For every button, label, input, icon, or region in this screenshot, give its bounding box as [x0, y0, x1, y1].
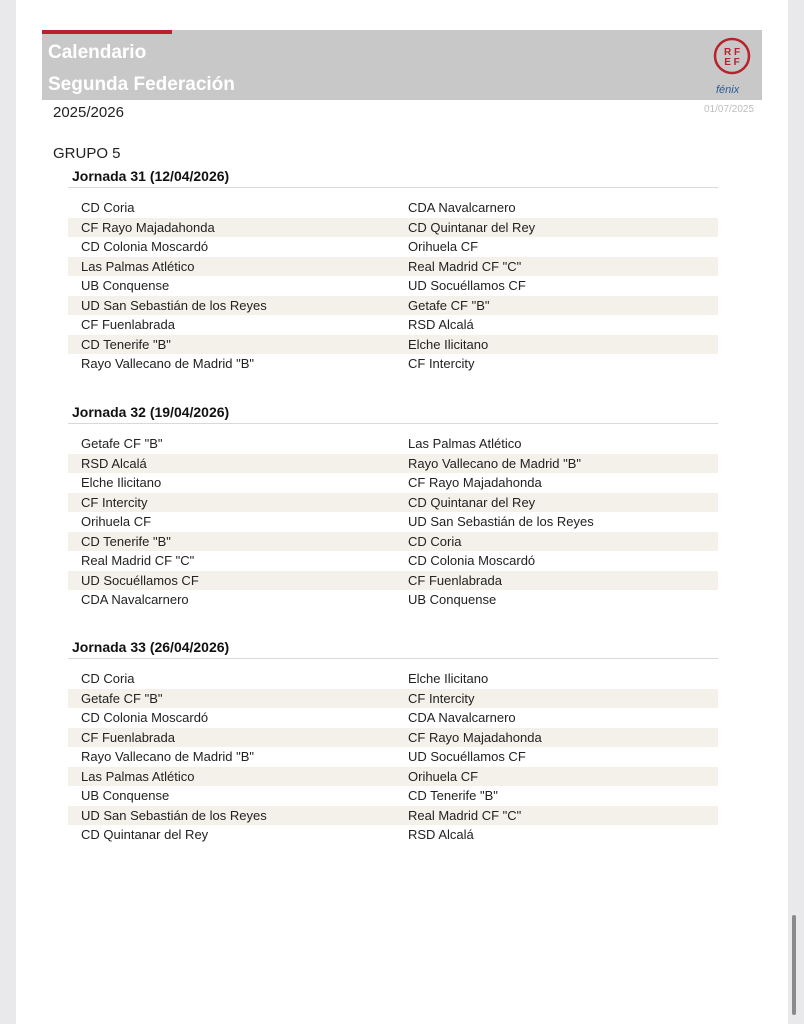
home-team: CD Coria — [81, 671, 135, 686]
match-row — [68, 218, 718, 238]
away-team: UD Socuéllamos CF — [408, 749, 526, 764]
match-row — [68, 454, 718, 474]
match-row — [68, 825, 718, 845]
match-list — [68, 669, 718, 845]
match-row — [68, 335, 718, 355]
match-row — [68, 728, 718, 748]
page-title: Calendario — [48, 42, 147, 63]
away-team: CD Coria — [408, 533, 462, 549]
match-row — [68, 237, 718, 257]
away-team: CF Fuenlabrada — [408, 572, 502, 588]
match-row — [68, 354, 718, 374]
jornada-title: Jornada 31 (12/04/2026) — [68, 165, 718, 188]
away-team: Getafe CF "B" — [408, 297, 490, 313]
away-team: Real Madrid CF "C" — [408, 807, 522, 823]
home-team: CF Fuenlabrada — [81, 729, 175, 745]
match-row — [68, 276, 718, 296]
logo-text-bottom: E F — [724, 57, 740, 68]
home-team: CD Colonia Moscardó — [81, 239, 209, 254]
away-team: UD San Sebastián de los Reyes — [408, 514, 594, 529]
print-date: 01/07/2025 — [704, 104, 755, 115]
away-team: Elche Ilicitano — [408, 336, 489, 352]
away-team: Rayo Vallecano de Madrid "B" — [408, 455, 582, 471]
scrollbar[interactable] — [792, 915, 796, 1015]
jornada-section — [68, 165, 718, 374]
match-row — [68, 747, 718, 767]
away-team: CD Quintanar del Rey — [408, 219, 536, 235]
season-label: 2025/2026 — [53, 104, 124, 121]
page-subtitle: Segunda Federación — [48, 74, 235, 95]
home-team: UB Conquense — [81, 788, 170, 803]
home-team: Orihuela CF — [81, 514, 152, 529]
match-row — [68, 551, 718, 571]
away-team: RSD Alcalá — [408, 317, 474, 332]
home-team: Las Palmas Atlético — [81, 768, 195, 784]
match-row — [68, 532, 718, 552]
home-team: CD Quintanar del Rey — [81, 827, 209, 842]
match-row — [68, 571, 718, 591]
away-team: CD Tenerife "B" — [408, 788, 498, 803]
away-team: CF Rayo Majadahonda — [408, 729, 542, 745]
home-team: CF Fuenlabrada — [81, 317, 175, 332]
home-team: UB Conquense — [81, 278, 170, 293]
home-team: CDA Navalcarnero — [81, 592, 189, 607]
jornada-title: Jornada 32 (19/04/2026) — [68, 401, 718, 424]
away-team: UD Socuéllamos CF — [408, 278, 526, 293]
home-team: UD San Sebastián de los Reyes — [81, 297, 267, 313]
home-team: Getafe CF "B" — [81, 690, 163, 706]
match-row — [68, 296, 718, 316]
away-team: CF Intercity — [408, 690, 475, 706]
match-row — [68, 512, 718, 532]
home-team: CF Intercity — [81, 494, 148, 510]
away-team: Real Madrid CF "C" — [408, 258, 522, 274]
match-row — [68, 786, 718, 806]
header-band — [42, 30, 762, 100]
match-row — [68, 315, 718, 335]
home-team: Rayo Vallecano de Madrid "B" — [81, 749, 255, 764]
match-row — [68, 473, 718, 493]
home-team: UD Socuéllamos CF — [81, 572, 199, 588]
jornada-title: Jornada 33 (26/04/2026) — [68, 636, 718, 659]
home-team: RSD Alcalá — [81, 455, 147, 471]
match-row — [68, 767, 718, 787]
match-row — [68, 806, 718, 826]
home-team: UD San Sebastián de los Reyes — [81, 807, 267, 823]
home-team: Real Madrid CF "C" — [81, 553, 195, 568]
home-team: CD Tenerife "B" — [81, 336, 171, 352]
match-row — [68, 669, 718, 689]
home-team: Rayo Vallecano de Madrid "B" — [81, 356, 255, 371]
away-team: CDA Navalcarnero — [408, 200, 516, 215]
away-team: CF Intercity — [408, 356, 475, 371]
away-team: RSD Alcalá — [408, 827, 474, 842]
rfef-logo-icon — [712, 36, 752, 76]
away-team: UB Conquense — [408, 592, 497, 607]
match-row — [68, 257, 718, 277]
logo-text-top: R F — [723, 47, 741, 58]
home-team: Getafe CF "B" — [81, 436, 163, 451]
away-team: Orihuela CF — [408, 768, 479, 784]
home-team: CD Colonia Moscardó — [81, 710, 209, 725]
home-team: CD Coria — [81, 200, 135, 215]
away-team: CD Colonia Moscardó — [408, 553, 536, 568]
match-row — [68, 198, 718, 218]
match-row — [68, 689, 718, 709]
home-team: Elche Ilicitano — [81, 475, 162, 490]
away-team: Orihuela CF — [408, 239, 479, 254]
match-list — [68, 198, 718, 374]
away-team: CF Rayo Majadahonda — [408, 475, 542, 490]
away-team: Las Palmas Atlético — [408, 436, 522, 451]
away-team: Elche Ilicitano — [408, 671, 489, 686]
jornada-section — [68, 636, 718, 845]
group-title: GRUPO 5 — [53, 145, 121, 162]
logo-subtitle: fénix — [716, 84, 740, 96]
home-team: CD Tenerife "B" — [81, 533, 171, 549]
jornada-section — [68, 401, 718, 610]
away-team: CD Quintanar del Rey — [408, 494, 536, 510]
home-team: CF Rayo Majadahonda — [81, 219, 215, 235]
match-row — [68, 493, 718, 513]
match-row — [68, 708, 718, 728]
match-row — [68, 590, 718, 610]
match-list — [68, 434, 718, 610]
document-page — [16, 0, 788, 1024]
header-accent-bar — [42, 30, 172, 34]
home-team: Las Palmas Atlético — [81, 258, 195, 274]
away-team: CDA Navalcarnero — [408, 710, 516, 725]
match-row — [68, 434, 718, 454]
